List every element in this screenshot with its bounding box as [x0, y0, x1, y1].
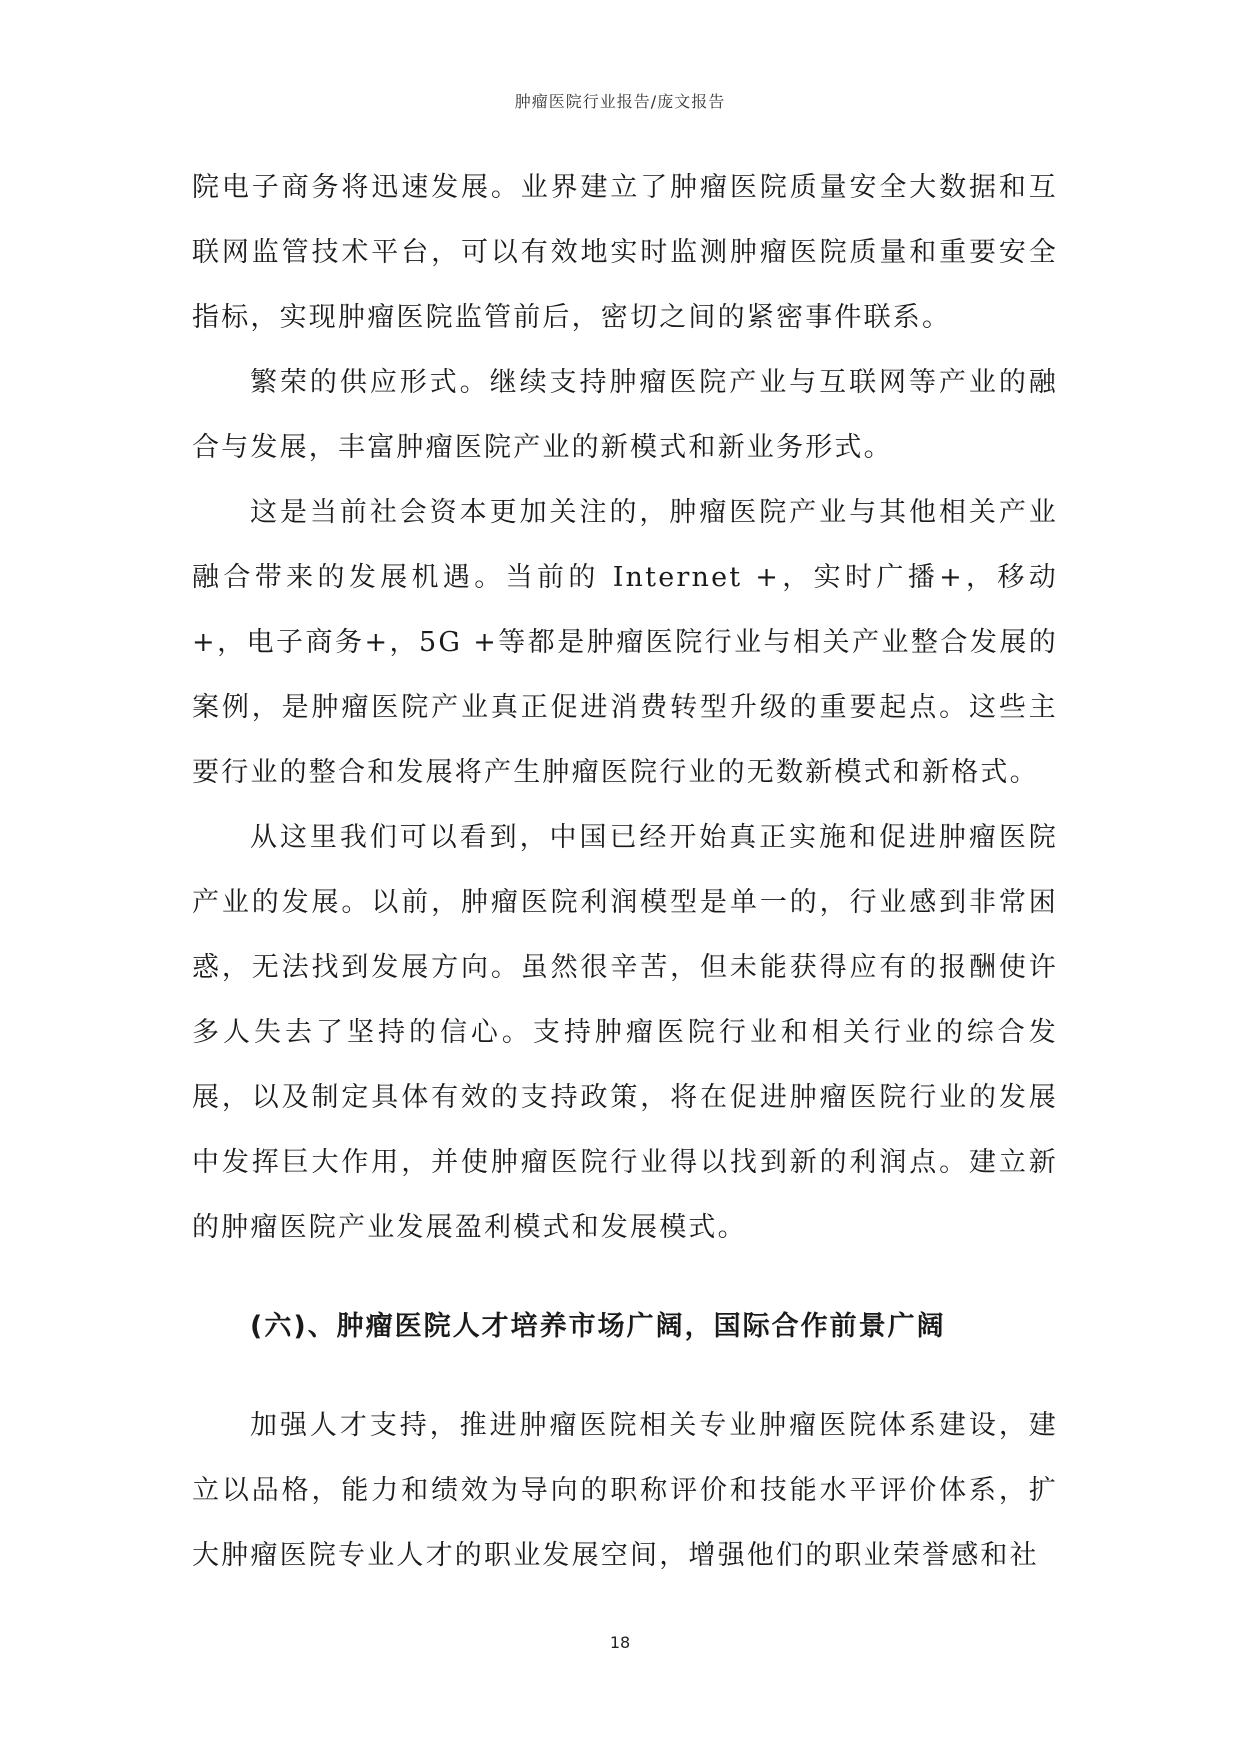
- paragraph-supply-forms: 繁荣的供应形式。继续支持肿瘤医院产业与互联网等产业的融合与发展，丰富肿瘤医院产业的新模式和新业务形式。: [192, 367, 1058, 463]
- paragraph-development-policy: 从这里我们可以看到，中国已经开始真正实施和促进肿瘤医院产业的发展。以前，肿瘤医院利润模型是单一的，行业感到非常困惑，无法找到发展方向。虽然很辛苦，但未能获得应有的报酬使许多人失去了坚持的信心。支持肿瘤医院行业和相关行业的综合发展，以及制定具体有效的支持政策，将在促进肿瘤医院行业的发展中发挥巨大作用，并使肿瘤医院行业得以找到新的利润点。建立新的肿瘤医院产业发展盈利模式和发展模式。: [192, 822, 1058, 1243]
- paragraph-talent-support: 加强人才支持，推进肿瘤医院相关专业肿瘤医院体系建设，建立以品格，能力和绩效为导向的职称评价和技能水平评价体系，扩大肿瘤医院专业人才的职业发展空间，增强他们的职业荣誉感和社: [192, 1410, 1058, 1571]
- section-heading: (六)、肿瘤医院人才培养市场广阔，国际合作前景广阔: [250, 1311, 946, 1342]
- document-body: [192, 155, 1058, 1588]
- page-number: 18: [609, 1633, 631, 1652]
- running-header: 肿瘤医院行业报告/庞文报告: [514, 92, 726, 111]
- paragraph-ecommerce: 院电子商务将迅速发展。业界建立了肿瘤医院质量安全大数据和互联网监管技术平台，可以有效地实时监测肿瘤医院质量和重要安全指标，实现肿瘤医院监管前后，密切之间的紧密事件联系。: [192, 172, 1058, 333]
- paragraph-industry-integration: 这是当前社会资本更加关注的，肿瘤医院产业与其他相关产业融合带来的发展机遇。当前的 Internet +，实时广播+，移动+，电子商务+，5G +等都是肿瘤医院行业与相关产业整合发展的案例，是肿瘤医院产业真正促进消费转型升级的重要起点。这些主要行业的整合和发展将产生肿瘤医院行业的无数新模式和新格式。: [192, 497, 1058, 788]
